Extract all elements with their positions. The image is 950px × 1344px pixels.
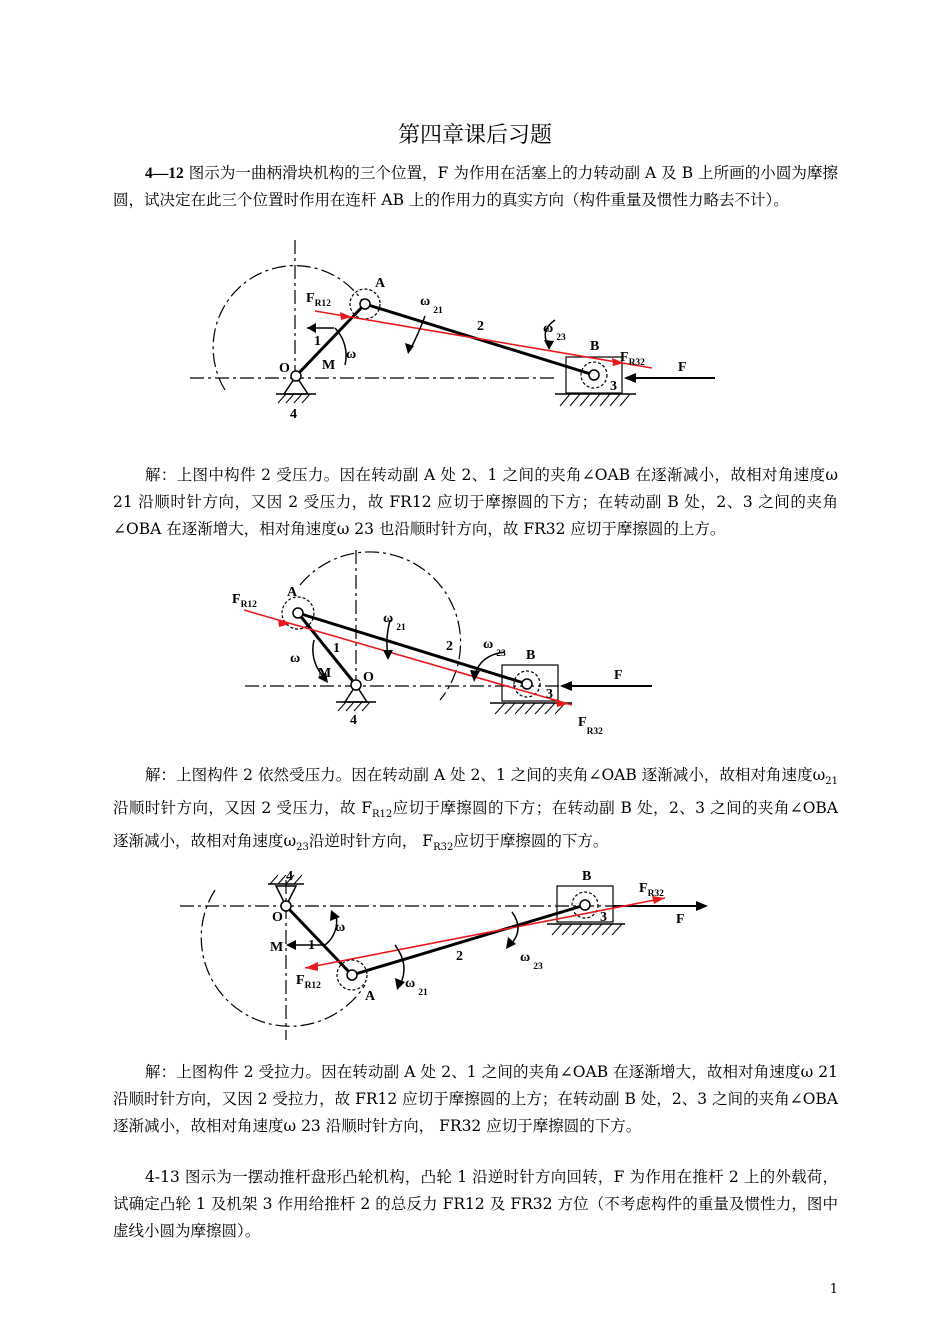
label-FR12: $F_{R12}$ <box>306 291 331 309</box>
label-FR32: $F_{R32}$ <box>639 881 664 899</box>
label-slider-3: 3 <box>600 910 607 925</box>
label-O: O <box>272 910 283 925</box>
page-number: 1 <box>829 1282 838 1297</box>
label-A: A <box>287 585 298 600</box>
label-F: F <box>678 360 687 375</box>
label-B: B <box>590 339 600 354</box>
label-M: M <box>270 940 284 955</box>
problem-4-13: 4-13 图示为一摆动推杆盘形凸轮机构，凸轮 1 沿逆时针方向回转，F 为作用在推杆 2 上的外载荷，试确定凸轮 1 及机架 3 作用给推杆 2 的总反力 FR12 及 FR32 方位（不考虑构件的重量及惯性力，图中虚线小圆为摩擦圆）。 <box>113 1168 838 1240</box>
label-omega: ω <box>346 347 357 362</box>
label-link-2: 2 <box>446 639 453 654</box>
label-B: B <box>526 648 536 663</box>
figure-1-mechanism <box>0 240 950 420</box>
label-slider-3: 3 <box>546 687 553 702</box>
label-omega: ω <box>290 651 301 666</box>
figure-3-mechanism <box>0 860 950 1060</box>
label-link-2: 2 <box>456 949 463 964</box>
label-omega21: $\omega_{21}$ <box>383 611 406 633</box>
label-FR32: $F_{R32}$ <box>620 350 645 368</box>
label-F: F <box>676 912 685 927</box>
label-FR32: $F_{R32}$ <box>578 715 603 737</box>
problem-number: 4—12 <box>145 165 184 182</box>
label-A: A <box>375 276 386 291</box>
page-title: 第四章课后习题 <box>397 123 552 148</box>
label-link-2: 2 <box>477 319 484 334</box>
label-link-1: 1 <box>308 938 315 953</box>
problem-text: 图示为一曲柄滑块机构的三个位置，F 为作用在活塞上的力转动副 A 及 B 上所画的小圆为摩擦圆，试决定在此三个位置时作用在连杆 AB 上的作用力的真实方向（构件重量及惯性力略去不计）。 <box>113 164 838 209</box>
solution-1: 解：上图中构件 2 受压力。因在转动副 A 处 2、1 之间的夹角∠OAB 在逐渐减小，故相对角速度ω 21 沿顺时针方向，又因 2 受压力，故 FR12 应切于摩擦圆的下方；在转动副 B 处，2、3 之间的夹角∠OBA 在逐渐增大，相对角速度ω 23 也沿顺时针方向，故 FR32 应切于摩擦圆的上方。 <box>113 466 838 538</box>
label-omega21: $\omega_{21}$ <box>405 976 428 998</box>
label-B: B <box>582 869 592 884</box>
label-slider-3: 3 <box>610 379 617 394</box>
label-FR12: $F_{R12}$ <box>232 592 257 610</box>
label-omega21: $\omega_{21}$ <box>420 294 443 316</box>
label-frame-4: 4 <box>350 713 357 728</box>
label-F: F <box>614 668 623 683</box>
label-frame-4: 4 <box>290 407 297 422</box>
label-O: O <box>279 361 290 376</box>
problem-4-12 <box>113 160 838 214</box>
solution-2: 解：上图构件 2 依然受压力。因在转动副 A 处 2、1 之间的夹角∠OAB 逐渐减小，故相对角速度$\omega_{21}$沿顺时针方向，又因 2 受压力，故 $F_{R12}$应切于摩擦圆的下方；在转动副 B 处，2、3 之间的夹角∠OBA 逐渐减小，故相对角速度$\omega_{23}$沿逆时针方向， $F_{R32}$应切于摩擦圆的下方。 <box>113 766 838 853</box>
label-frame-4: 4 <box>286 869 293 884</box>
label-O: O <box>363 670 374 685</box>
label-link-1: 1 <box>333 641 340 656</box>
label-A: A <box>365 989 376 1004</box>
label-omega23: $\omega_{23}$ <box>483 637 506 659</box>
label-M: M <box>322 358 336 373</box>
label-omega23: $\omega_{23}$ <box>520 950 543 972</box>
label-omega: ω <box>335 920 346 935</box>
label-FR12: $F_{R12}$ <box>296 973 321 991</box>
label-M: M <box>318 666 332 681</box>
label-link-1: 1 <box>314 334 321 349</box>
label-omega23: $\omega_{23}$ <box>543 321 566 343</box>
figure-2-mechanism <box>0 548 950 743</box>
solution-3: 解：上图构件 2 受拉力。因在转动副 A 处 2、1 之间的夹角∠OAB 在逐渐增大，故相对角速度ω 21 沿顺时针方向，又因 2 受拉力，故 FR12 应切于摩擦圆的上方；在转动副 B 处，2、3 之间的夹角∠OBA 逐渐减小，故相对角速度ω 23 沿顺时针方向， FR32 应切于摩擦圆的下方。 <box>113 1063 838 1135</box>
